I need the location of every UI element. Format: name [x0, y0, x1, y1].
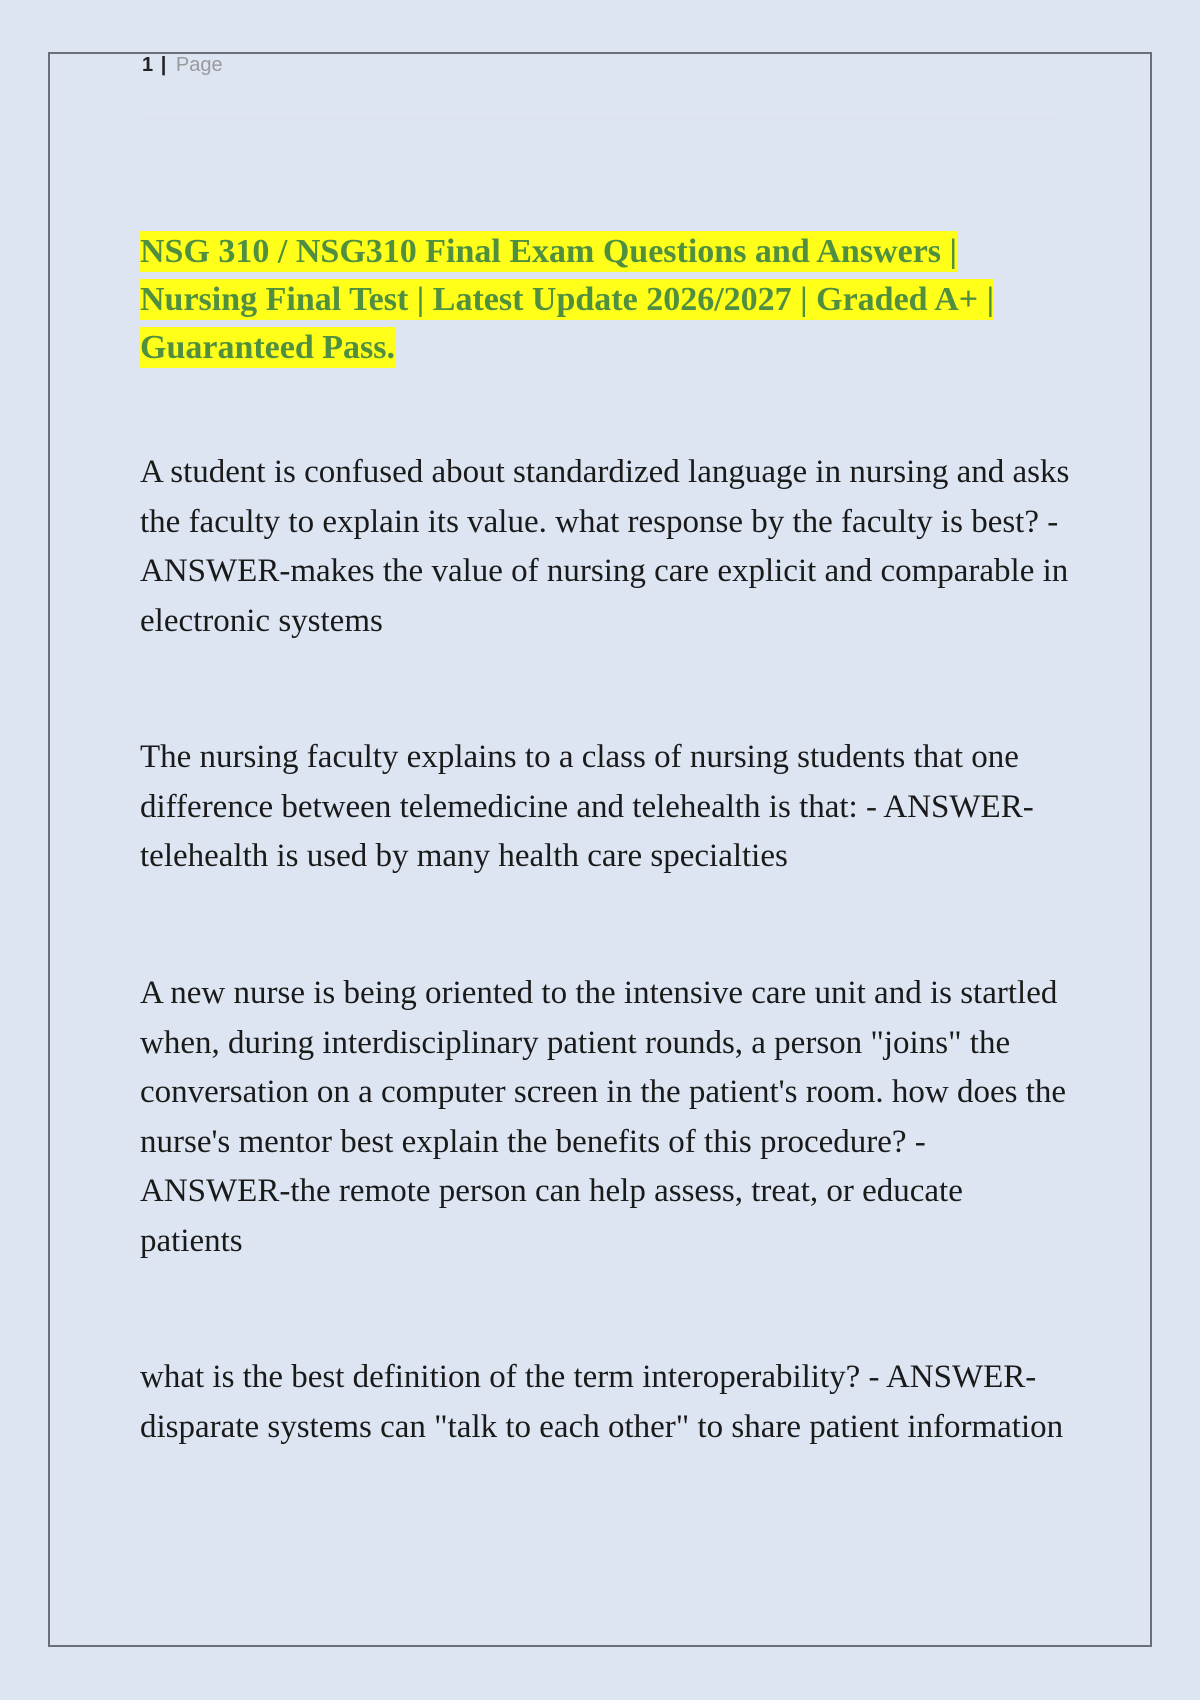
page-number: 1 [142, 54, 154, 76]
question-answer-2: The nursing faculty explains to a class of nursing students that one difference between telemedicine and telehealth is that: - ANSWER-telehealth is used by many health care specialties [140, 739, 1034, 874]
page-header [142, 54, 223, 77]
question-answer-1: A student is confused about standardized language in nursing and asks the faculty to explain its value. what response by the faculty is best? - ANSWER-makes the value of nursing care explicit and comparable in electronic systems [140, 454, 1070, 639]
header-divider [142, 112, 1062, 113]
page-label: Page [175, 54, 223, 76]
document-title [140, 228, 1070, 372]
page-separator: | [160, 54, 167, 76]
question-answer-4: what is the best definition of the term interoperability? - ANSWER-disparate systems can "talk to each other" to share patient information [140, 1359, 1064, 1445]
question-answer-3: A new nurse is being oriented to the intensive care unit and is startled when, during interdisciplinary patient rounds, a person "joins" the conversation on a computer screen in the patient's room. how does the nurse's mentor best explain the benefits of this procedure? - ANSWER-the remote person can help assess, treat, or educate patients [140, 975, 1067, 1259]
document-title-text: NSG 310 / NSG310 Final Exam Questions and Answers | Nursing Final Test | Latest Update 2026/2027 | Graded A+ | Guaranteed Pass. [140, 233, 995, 366]
